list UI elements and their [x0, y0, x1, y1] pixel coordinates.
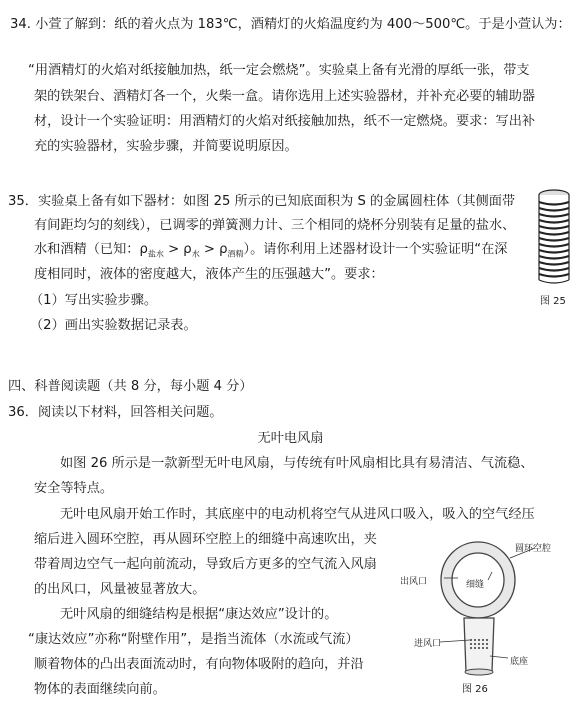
q34-line4: 材，设计一个实验证明：用酒精灯的火焰对纸接触加热，纸不一定燃烧。要求：写出补 — [34, 114, 536, 129]
q34-line2: “用酒精灯的火焰对纸接触加热，纸一定会燃烧”。实验桌上备有光滑的厚纸一张，带支 — [28, 63, 530, 78]
p3-line3: 顺着物体的凸出表面流动时，有向物体吸附的趋向，并沿 — [34, 657, 364, 672]
p3-line2: “康达效应”亦称“附壁作用”，是指当流体（水流或气流） — [28, 632, 359, 647]
q35-line3: 水和酒精（已知：$\rho_{盐水} > \rho_水 > \rho_{酒精}$）。请你利用上述器材设计一个实验证明“在深 — [34, 242, 508, 259]
figure-25-caption: 图 25 — [540, 296, 566, 307]
figure-25-cylinder — [534, 188, 574, 288]
label-inlet: 进风口 — [414, 639, 442, 649]
q34-line5: 充的实验器材，实验步骤，并简要说明原因。 — [34, 139, 298, 154]
metal-cylinder-icon — [534, 188, 574, 288]
q34-line1: 34. 小萱了解到：纸的着火点为 183℃，酒精灯的火焰温度约为 400～500℃。于是小萱认为： — [10, 17, 571, 32]
bladeless-fan-icon — [400, 534, 575, 684]
p3-line4: 物体的表面继续向前。 — [34, 682, 166, 697]
q35-line2: 有间距均匀的刻线），已调零的弹簧测力计、三个相同的烧杯分别装有足量的盐水、 — [34, 218, 516, 233]
label-outlet: 出风口 — [400, 577, 428, 587]
q35-req1: （1）写出实验步骤。 — [30, 293, 158, 308]
q35-req2: （2）画出实验数据记录表。 — [30, 318, 197, 333]
figure-26-bladeless-fan — [400, 534, 575, 684]
article-title: 无叶电风扇 — [257, 431, 324, 446]
p2-line4: 的出风口，风量被显著放大。 — [34, 582, 206, 597]
figure-26-caption: 图 26 — [462, 684, 488, 695]
section-4-heading: 四、科普阅读题（共 8 分，每小题 4 分） — [8, 379, 253, 394]
label-slit: 细缝 — [466, 580, 485, 590]
q34-line3: 架的铁架台、酒精灯各一个，火柴一盒。请你选用上述实验器材，并补充必要的辅助器 — [34, 89, 536, 104]
q36-intro: 36．阅读以下材料，回答相关问题。 — [8, 405, 223, 420]
p2-line2: 缩后进入圆环空腔，再从圆环空腔上的细缝中高速吹出，夹 — [34, 532, 377, 547]
label-base: 底座 — [510, 657, 529, 667]
p2-line1: 无叶电风扇开始工作时，其底座中的电动机将空气从进风口吸入，吸入的空气经压 — [60, 507, 535, 522]
p3-line1: 无叶风扇的细缝结构是根据“康达效应”设计的。 — [60, 607, 338, 622]
p1-line1: 如图 26 所示是一款新型无叶电风扇，与传统有叶风扇相比具有易清洁、气流稳、 — [60, 456, 534, 471]
q35-line1: 35．实验桌上备有如下器材：如图 25 所示的已知底面积为 S 的金属圆柱体（其侧面带 — [8, 194, 516, 209]
p1-line2: 安全等特点。 — [34, 481, 114, 496]
label-ring-cavity: 圆环空腔 — [515, 544, 552, 554]
q35-line4: 度相同时，液体的密度越大，液体产生的压强越大”。要求： — [34, 267, 384, 282]
p2-line3: 带着周边空气一起向前流动，导致后方更多的空气流入风扇 — [34, 557, 377, 572]
